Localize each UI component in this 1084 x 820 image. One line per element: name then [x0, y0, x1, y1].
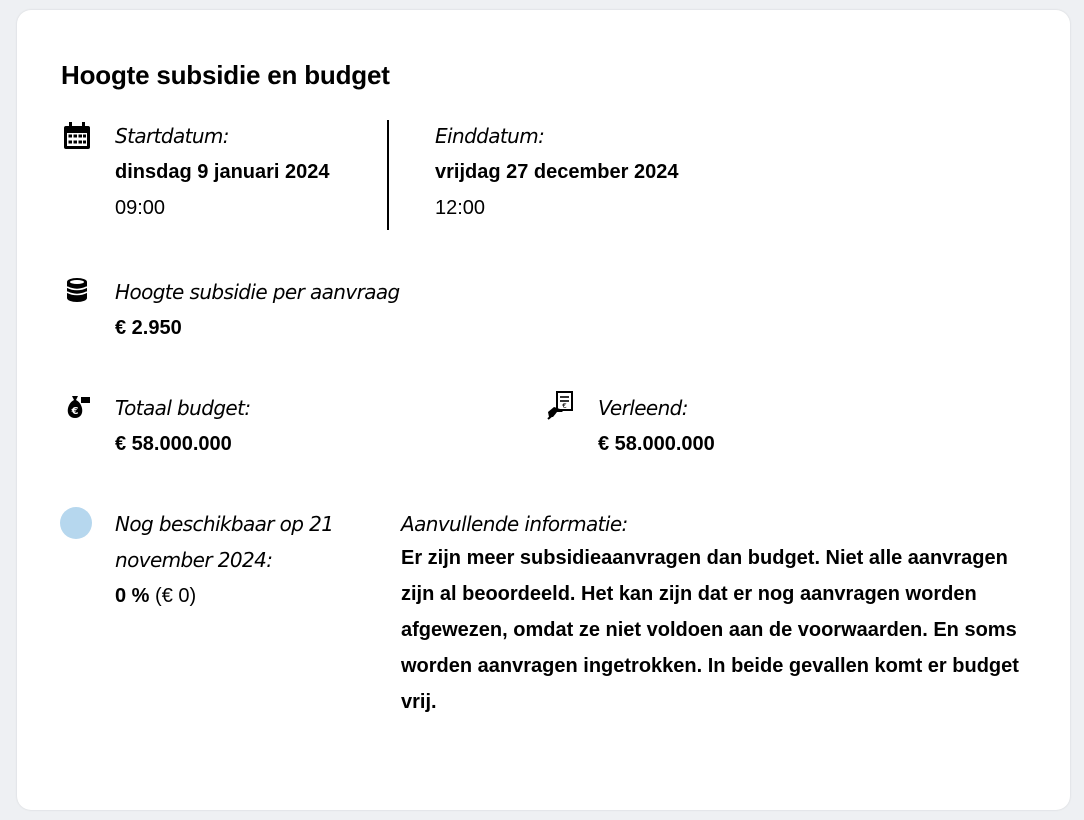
calendar-icon [61, 120, 93, 152]
coins-icon [61, 274, 93, 306]
available-label-line1: Nog beschikbaar op 21 [115, 512, 334, 536]
start-date-value: dinsdag 9 januari 2024 [115, 161, 330, 183]
granted-value: € 58.000.000 [598, 433, 715, 455]
date-divider [387, 120, 389, 230]
hand-document-icon [545, 390, 577, 422]
info-text: Er zijn meer subsidieaanvragen dan budget. Niet alle aanvragen zijn al beoordeeld. Het kan zijn dat er nog aanvragen worden afgewezen, omdat ze niet voldoen aan de voorwaarden. En soms worden aanvragen ingetrokken. In beide gevallen komt er budget vrij. [401, 547, 1019, 713]
available-percent: 0 % [115, 585, 150, 607]
available-value [115, 578, 333, 614]
granted-block [598, 390, 715, 462]
svg-text:€: € [71, 406, 79, 417]
info-label: Aanvullende informatie: [401, 512, 628, 536]
money-bag-icon [61, 390, 93, 422]
total-budget-block [115, 390, 251, 462]
granted-label: Verleend: [598, 396, 688, 420]
available-amount: (€ 0) [155, 585, 197, 607]
end-date-label: Einddatum: [435, 124, 545, 148]
total-budget-value: € 58.000.000 [115, 433, 232, 455]
availability-indicator [60, 507, 92, 539]
end-date-block [435, 118, 678, 226]
end-date-value: vrijdag 27 december 2024 [435, 161, 679, 183]
available-label-line2: november 2024: [115, 548, 273, 572]
available-block [115, 506, 333, 614]
total-budget-label: Totaal budget: [115, 396, 251, 420]
subsidy-block [115, 274, 400, 346]
subsidy-budget-card [17, 10, 1070, 810]
subsidy-value: € 2.950 [115, 317, 182, 339]
card-title: Hoogte subsidie en budget [61, 60, 390, 90]
start-time-value: 09:00 [115, 197, 166, 219]
start-date-label: Startdatum: [115, 124, 229, 148]
subsidy-label: Hoogte subsidie per aanvraag [115, 280, 400, 304]
svg-text:€: € [562, 402, 567, 410]
start-date-block [115, 118, 330, 226]
end-time-value: 12:00 [435, 197, 486, 219]
